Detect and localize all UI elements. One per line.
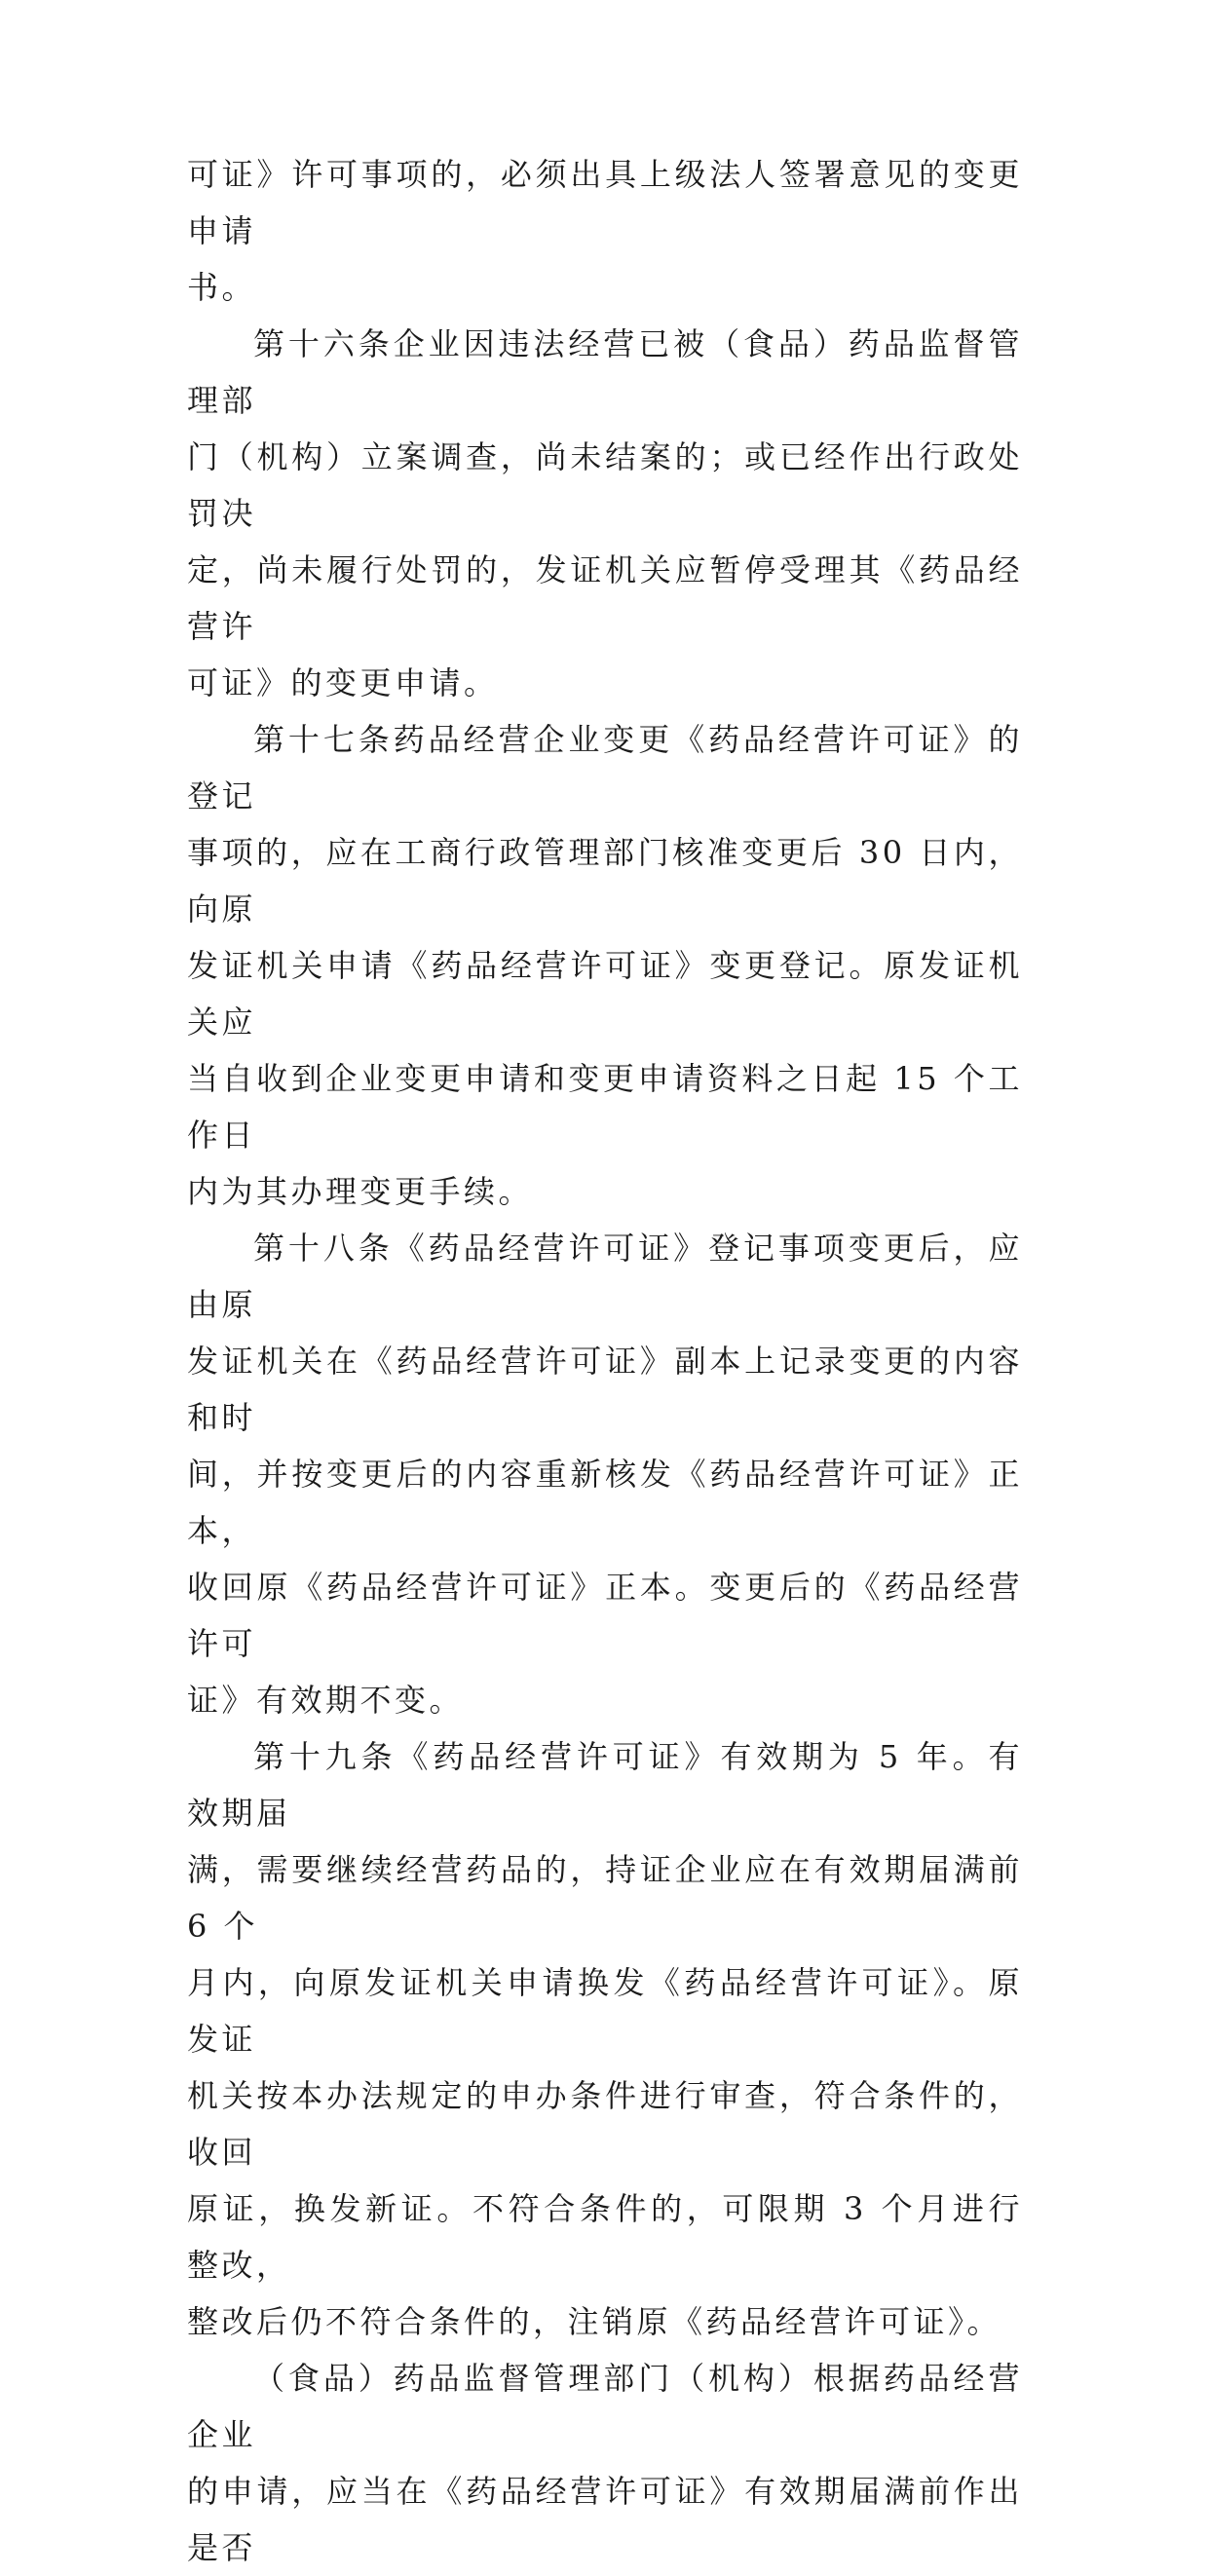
text-line: 可证》许可事项的，必须出具上级法人签署意见的变更申请 [187, 156, 1023, 249]
paragraph-article-19 [187, 1728, 1023, 2350]
text-line: 的申请，应当在《药品经营许可证》有效期届满前作出是否 [187, 2473, 1023, 2566]
text-line: 门（机构）立案调查，尚未结案的；或已经作出行政处罚决 [187, 438, 1023, 532]
text-line: 整改后仍不符合条件的，注销原《药品经营许可证》。 [187, 2303, 1002, 2340]
text-line: 第十九条《药品经营许可证》有效期为 5 年。有效期届 [187, 1738, 1023, 1832]
document-page [187, 146, 1023, 2576]
paragraph-continuation [187, 146, 1023, 316]
paragraph-renewal [187, 2350, 1023, 2576]
text-line: 月内，向原发证机关申请换发《药品经营许可证》。原发证 [187, 1964, 1023, 2058]
paragraph-article-17 [187, 711, 1023, 1220]
text-line: 书。 [187, 269, 257, 306]
paragraph-article-16 [187, 316, 1023, 711]
text-line: 机关按本办法规定的申办条件进行审查，符合条件的，收回 [187, 2077, 1023, 2171]
text-line: 发证机关申请《药品经营许可证》变更登记。原发证机关应 [187, 947, 1023, 1041]
text-line: （食品）药品监督管理部门（机构）根据药品经营企业 [187, 2360, 1023, 2453]
text-line: 间，并按变更后的内容重新核发《药品经营许可证》正本， [187, 1456, 1023, 1549]
text-line: 证》有效期不变。 [187, 1682, 465, 1719]
text-line: 第十七条药品经营企业变更《药品经营许可证》的登记 [187, 721, 1023, 814]
text-line: 事项的，应在工商行政管理部门核准变更后 30 日内，向原 [187, 834, 1023, 928]
text-line: 第十六条企业因违法经营已被（食品）药品监督管理部 [187, 325, 1023, 419]
text-line: 当自收到企业变更申请和变更申请资料之日起 15 个工作日 [187, 1060, 1023, 1154]
text-line: 内为其办理变更手续。 [187, 1173, 534, 1210]
paragraph-article-18 [187, 1220, 1023, 1728]
text-line: 第十八条《药品经营许可证》登记事项变更后，应由原 [187, 1230, 1023, 1323]
text-line: 发证机关在《药品经营许可证》副本上记录变更的内容和时 [187, 1343, 1023, 1436]
text-line: 原证，换发新证。不符合条件的，可限期 3 个月进行整改， [187, 2190, 1023, 2284]
text-line: 定，尚未履行处罚的，发证机关应暂停受理其《药品经营许 [187, 551, 1023, 645]
text-line: 可证》的变更申请。 [187, 664, 499, 701]
text-line: 满，需要继续经营药品的，持证企业应在有效期届满前 6 个 [187, 1851, 1023, 1945]
text-line: 收回原《药品经营许可证》正本。变更后的《药品经营许可 [187, 1569, 1023, 1662]
